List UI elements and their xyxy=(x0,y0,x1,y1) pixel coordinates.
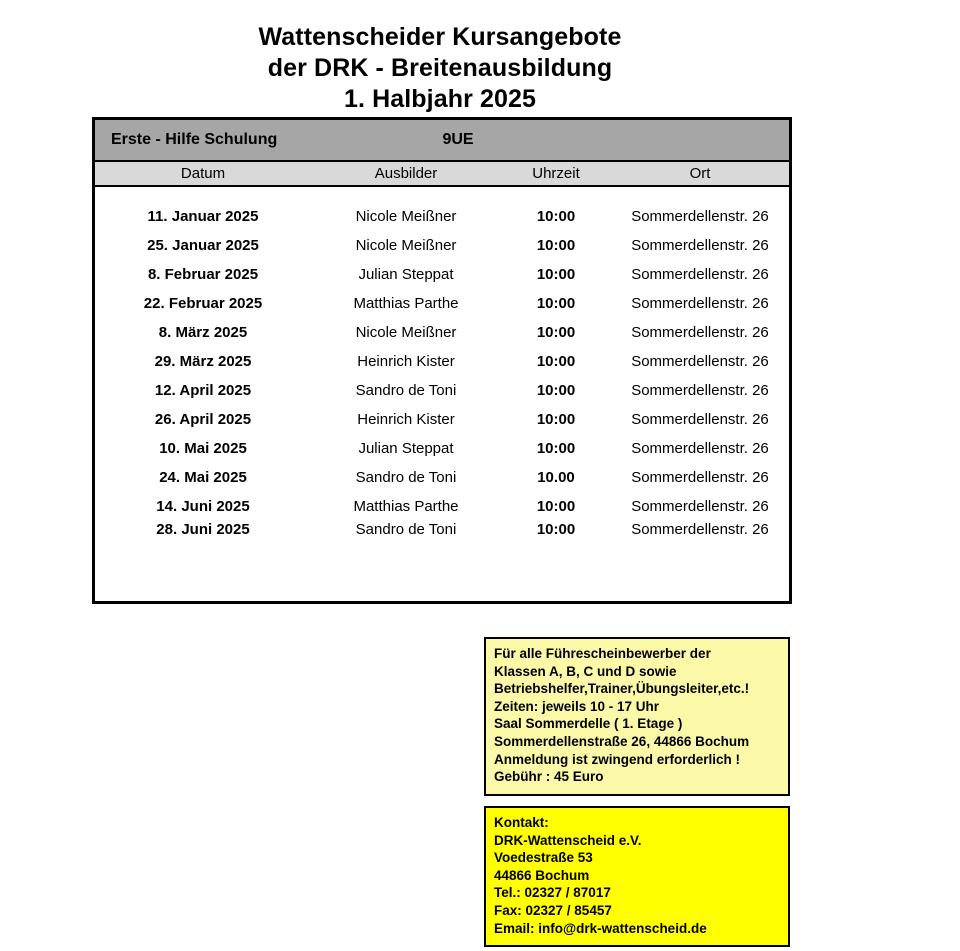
course-name-label: Erste - Hilfe Schulung xyxy=(111,131,278,148)
contact-note-line: Email: info@drk-wattenscheid.de xyxy=(494,920,707,936)
contact-note-line: Fax: 02327 / 85457 xyxy=(494,902,612,918)
cell-time: 10:00 xyxy=(536,382,576,399)
contact-note xyxy=(484,806,790,947)
cell-place: Sommerdellenstr. 26 xyxy=(631,353,769,370)
cell-place: Sommerdellenstr. 26 xyxy=(631,237,769,254)
table-row xyxy=(95,460,789,495)
info-note-line: Zeiten: jeweils 10 - 17 Uhr xyxy=(494,698,660,714)
table-header-row xyxy=(95,162,789,187)
cell-trainer: Julian Steppat xyxy=(358,440,454,457)
page-title-line-1: Wattenscheider Kursangebote xyxy=(258,23,622,51)
contact-note-line: Tel.: 02327 / 87017 xyxy=(494,885,611,901)
cell-trainer: Sandro de Toni xyxy=(355,382,457,399)
table-row xyxy=(95,402,789,437)
cell-date: 12. April 2025 xyxy=(154,382,252,399)
info-note xyxy=(484,637,790,796)
cell-place: Sommerdellenstr. 26 xyxy=(631,266,769,283)
contact-note-line: Voedestraße 53 xyxy=(494,850,593,866)
column-header-place: Ort xyxy=(689,165,711,182)
cell-place: Sommerdellenstr. 26 xyxy=(631,411,769,428)
table-row xyxy=(95,286,789,321)
cell-trainer: Heinrich Kister xyxy=(357,353,455,370)
cell-date: 22. Februar 2025 xyxy=(143,295,263,312)
cell-time: 10:00 xyxy=(536,521,576,538)
table-row xyxy=(95,263,789,286)
cell-place: Sommerdellenstr. 26 xyxy=(631,324,769,341)
cell-time: 10.00 xyxy=(537,469,575,486)
cell-date: 14. Juni 2025 xyxy=(156,498,250,515)
cell-date: 25. Januar 2025 xyxy=(147,237,259,254)
cell-date: 8. März 2025 xyxy=(158,324,248,341)
column-header-trainer: Ausbilder xyxy=(374,165,438,182)
cell-trainer: Nicole Meißner xyxy=(355,208,457,225)
cell-trainer: Matthias Parthe xyxy=(353,498,459,515)
contact-note-line: DRK-Wattenscheid e.V. xyxy=(494,832,642,848)
cell-date: 11. Januar 2025 xyxy=(147,208,259,225)
cell-date: 8. Februar 2025 xyxy=(147,266,259,283)
cell-time: 10:00 xyxy=(536,295,576,312)
cell-trainer: Sandro de Toni xyxy=(355,521,457,538)
cell-date: 26. April 2025 xyxy=(154,411,252,428)
page-title-line-3: 1. Halbjahr 2025 xyxy=(344,85,536,113)
info-note-line: Für alle Führescheinbewerber der xyxy=(494,646,711,661)
info-note-line: Saal Sommerdelle ( 1. Etage ) xyxy=(494,716,683,732)
cell-date: 29. März 2025 xyxy=(154,353,252,370)
table-row xyxy=(95,437,789,460)
contact-note-line: 44866 Bochum xyxy=(494,867,590,883)
cell-trainer: Heinrich Kister xyxy=(357,411,455,428)
table-row xyxy=(95,228,789,263)
course-schedule-table xyxy=(92,117,792,604)
info-note-line: Klassen A, B, C und D sowie xyxy=(494,663,677,679)
cell-trainer: Sandro de Toni xyxy=(355,469,457,486)
cell-date: 24. Mai 2025 xyxy=(159,469,247,486)
cell-trainer: Julian Steppat xyxy=(358,266,454,283)
column-header-date: Datum xyxy=(180,165,226,182)
info-note-line: Gebühr : 45 Euro xyxy=(494,769,604,785)
cell-place: Sommerdellenstr. 26 xyxy=(631,521,769,538)
cell-time: 10:00 xyxy=(536,324,576,341)
cell-date: 10. Mai 2025 xyxy=(159,440,247,457)
page-title-line-2: der DRK - Breitenausbildung xyxy=(267,54,613,82)
info-note-line: Betriebshelfer,Trainer,Übungsleiter,etc.! xyxy=(494,681,750,697)
cell-time: 10:00 xyxy=(536,440,576,457)
cell-trainer: Matthias Parthe xyxy=(353,295,459,312)
cell-time: 10:00 xyxy=(536,266,576,283)
cell-place: Sommerdellenstr. 26 xyxy=(631,469,769,486)
cell-place: Sommerdellenstr. 26 xyxy=(631,382,769,399)
cell-place: Sommerdellenstr. 26 xyxy=(631,498,769,515)
table-row xyxy=(95,518,789,541)
course-units-label: 9UE xyxy=(442,131,474,148)
cell-time: 10:00 xyxy=(536,411,576,428)
page-title xyxy=(0,22,880,115)
info-note-line: Anmeldung ist zwingend erforderlich ! xyxy=(494,751,741,767)
cell-date: 28. Juni 2025 xyxy=(156,521,250,538)
table-row xyxy=(95,321,789,344)
cell-trainer: Nicole Meißner xyxy=(355,324,457,341)
cell-place: Sommerdellenstr. 26 xyxy=(631,440,769,457)
course-title-band xyxy=(95,120,789,162)
table-body xyxy=(95,187,789,541)
cell-time: 10:00 xyxy=(536,353,576,370)
cell-place: Sommerdellenstr. 26 xyxy=(631,208,769,225)
cell-time: 10:00 xyxy=(536,237,576,254)
contact-note-line: Kontakt: xyxy=(494,815,549,830)
cell-trainer: Nicole Meißner xyxy=(355,237,457,254)
table-row xyxy=(95,495,789,518)
table-row xyxy=(95,205,789,228)
table-row xyxy=(95,379,789,402)
info-note-line: Sommerdellenstraße 26, 44866 Bochum xyxy=(494,733,750,749)
cell-place: Sommerdellenstr. 26 xyxy=(631,295,769,312)
cell-time: 10:00 xyxy=(536,208,576,225)
table-row xyxy=(95,344,789,379)
cell-time: 10:00 xyxy=(536,498,576,515)
column-header-time: Uhrzeit xyxy=(532,165,580,182)
